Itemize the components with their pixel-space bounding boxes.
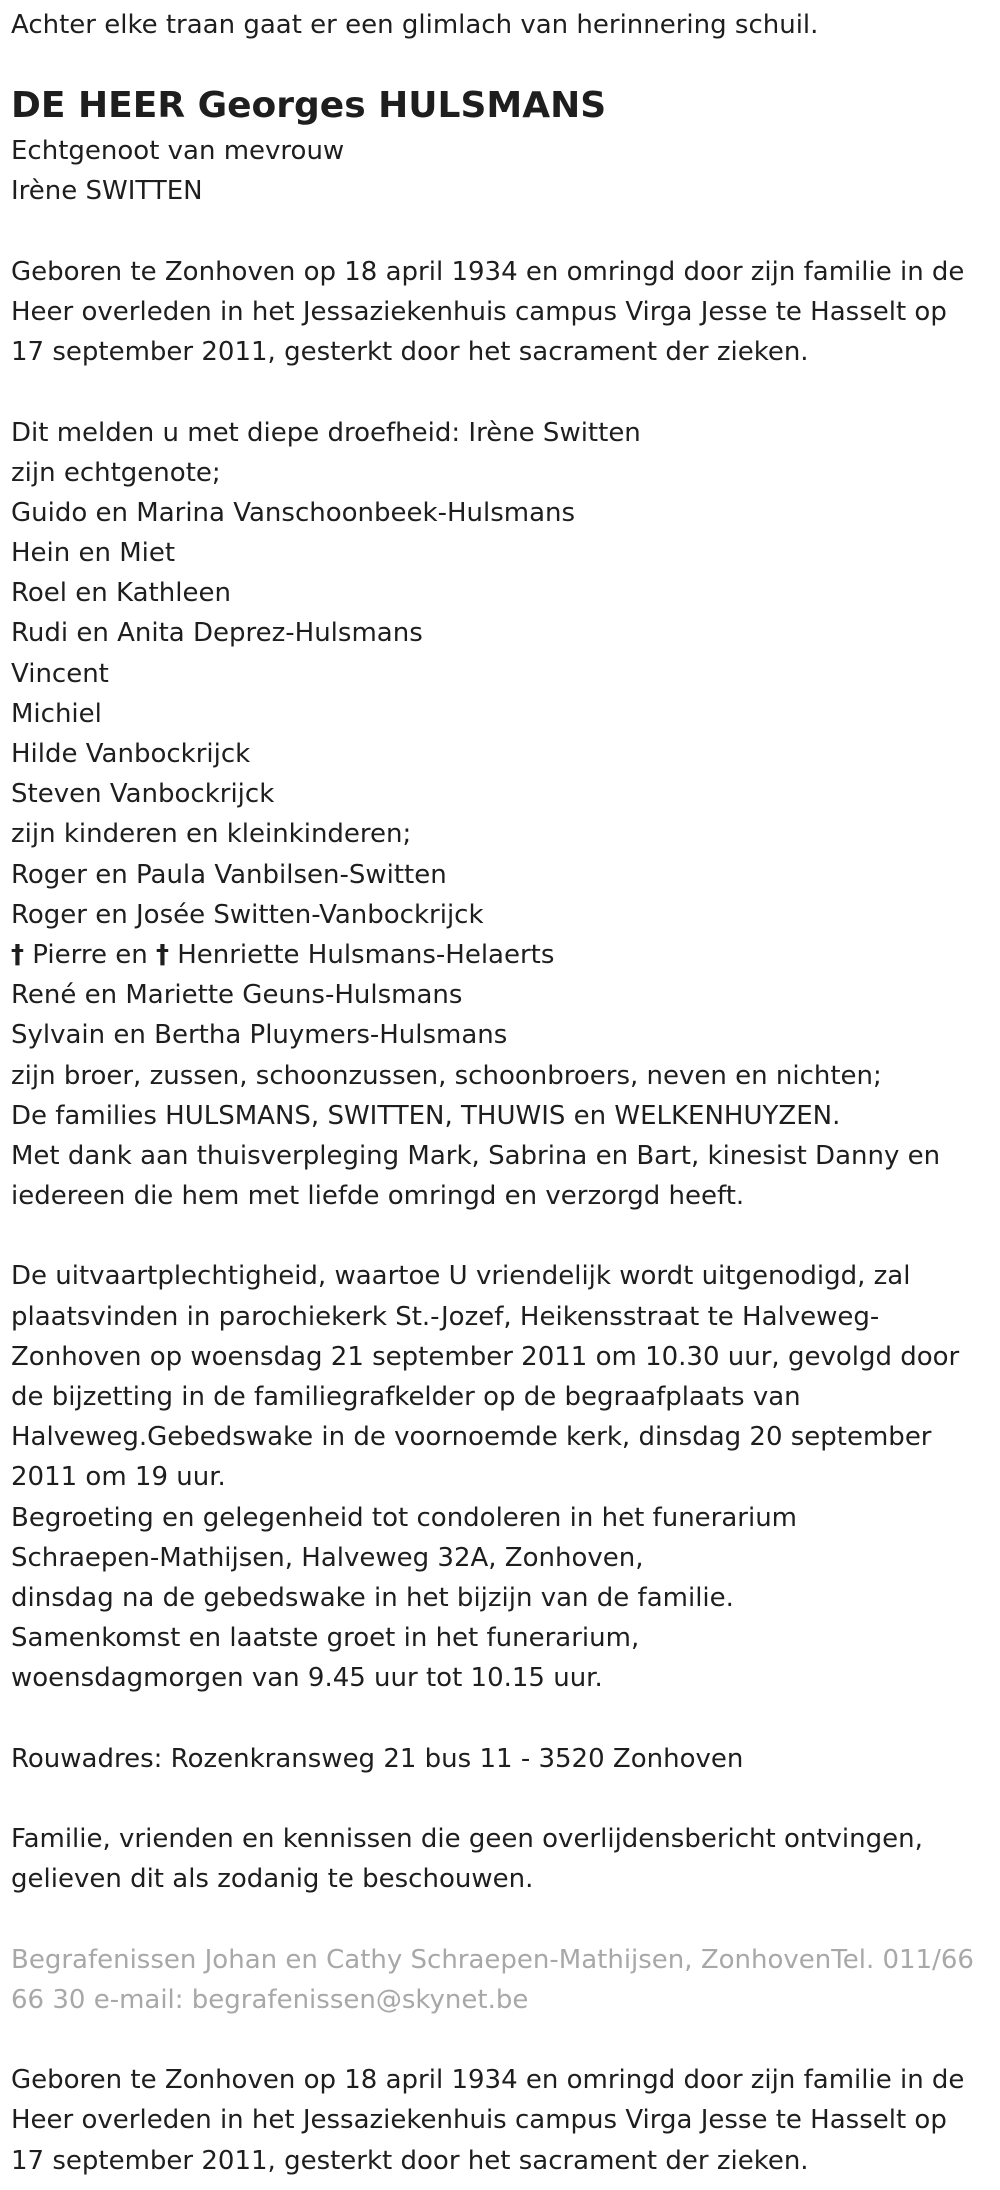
birth-line: Geboren te Zonhoven op 18 april 1934 en omringd door zijn familie in de [11,2065,965,2096]
notice-line: gelieven dit als zodanig te beschouwen. [11,1864,534,1895]
family-line: Sylvain en Bertha Pluymers-Hulsmans [11,1020,508,1051]
intro-quote-block [11,5,989,45]
birth-line: 17 september 2011, gesterkt door het sacrament der zieken. [11,2145,809,2176]
ceremony-line: Halveweg.Gebedswake in de voornoemde kerk, dinsdag 20 september [11,1422,932,1453]
cross-icon: † [155,939,169,970]
family-line: zijn broer, zussen, schoonzussen, schoonbroers, neven en nichten; [11,1060,882,1091]
family-line: Steven Vanbockrijck [11,779,275,810]
family-line: zijn kinderen en kleinkinderen; [11,819,412,850]
ceremony-block [11,1256,989,1698]
birth-line: Heer overleden in het Jessaziekenhuis campus Virga Jesse te Hasselt op [11,2105,947,2136]
ceremony-line: Samenkomst en laatste groet in het funerarium, [11,1623,640,1654]
notice-block [11,1819,989,1899]
ceremony-line: Zonhoven op woensdag 21 september 2011 om 10.30 uur, gevolgd door [11,1341,960,1372]
family-line: De families HULSMANS, SWITTEN, THUWIS en WELKENHUYZEN. [11,1100,841,1131]
page-title: DE HEER Georges HULSMANS [11,85,607,127]
ceremony-line: 2011 om 19 uur. [11,1462,226,1493]
spouse-line: Echtgenoot van mevrouw [11,136,345,167]
family-line: Rudi en Anita Deprez-Hulsmans [11,618,423,649]
ceremony-line: Schraepen-Mathijsen, Halveweg 32A, Zonhoven, [11,1542,644,1573]
ceremony-line: dinsdag na de gebedswake in het bijzijn van de familie. [11,1582,734,1613]
deceased-name-1: Pierre en [32,939,148,970]
family-line: Roger en Josée Switten-Vanbockrijck [11,899,484,930]
deceased-relatives-line [11,935,989,975]
birth-line: 17 september 2011, gesterkt door het sacrament der zieken. [11,337,809,368]
address-block [11,1739,989,1779]
spouse-line: Irène SWITTEN [11,176,203,207]
ceremony-line: woensdagmorgen van 9.45 uur tot 10.15 uur. [11,1663,603,1694]
footer-line: Begrafenissen Johan en Cathy Schraepen-Mathijsen, ZonhovenTel. 011/66 [11,1944,974,1975]
family-line: Michiel [11,698,102,729]
footer-line: 66 30 e-mail: begrafenissen@skynet.be [11,1984,529,2015]
header-block [11,81,989,211]
funeral-home-footer [11,1940,989,2020]
intro-quote: Achter elke traan gaat er een glimlach van herinnering schuil. [11,10,819,40]
family-line: Dit melden u met diepe droefheid: Irène Switten [11,417,641,448]
birth-line: Geboren te Zonhoven op 18 april 1934 en omringd door zijn familie in de [11,256,965,287]
family-line: Roger en Paula Vanbilsen-Switten [11,859,447,890]
cross-icon: † [11,939,24,970]
family-block [11,413,989,1217]
family-line: René en Mariette Geuns-Hulsmans [11,980,463,1011]
family-line: iedereen die hem met liefde omringd en verzorgd heeft. [11,1181,745,1212]
ceremony-line: plaatsvinden in parochiekerk St.-Jozef, Heikensstraat te Halveweg- [11,1301,880,1332]
family-line: Hilde Vanbockrijck [11,739,251,769]
ceremony-line: de bijzetting in de familiegrafkelder op de begraafplaats van [11,1382,801,1412]
deceased-name-2: Henriette Hulsmans-Helaerts [177,939,555,970]
family-line: zijn echtgenote; [11,457,221,488]
birth-line: Heer overleden in het Jessaziekenhuis campus Virga Jesse te Hasselt op [11,296,947,327]
family-line: Hein en Miet [11,538,176,569]
family-line: Vincent [11,658,109,689]
address-line: Rouwadres: Rozenkransweg 21 bus 11 - 3520 Zonhoven [11,1743,744,1774]
notice-line: Familie, vrienden en kennissen die geen overlijdensbericht ontvingen, [11,1824,923,1855]
family-line: Met dank aan thuisverpleging Mark, Sabrina en Bart, kinesist Danny en [11,1140,941,1171]
birth-block-repeat [11,2060,989,2181]
birth-block [11,252,989,373]
family-line: Guido en Marina Vanschoonbeek-Hulsmans [11,497,576,528]
family-line: Roel en Kathleen [11,578,231,609]
ceremony-line: Begroeting en gelegenheid tot condoleren in het funerarium [11,1502,798,1533]
ceremony-line: De uitvaartplechtigheid, waartoe U vriendelijk wordt uitgenodigd, zal [11,1261,911,1292]
